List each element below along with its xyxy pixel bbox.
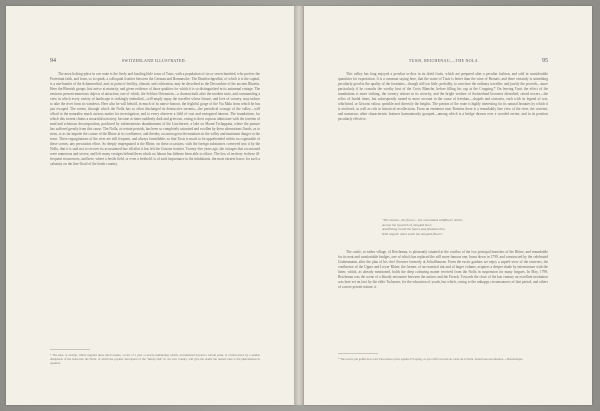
right-body-text-top — [338, 72, 548, 122]
left-footnote-rule — [50, 349, 90, 350]
right-body-paragraph-top: This valley has long enjoyed a peculiar to-dice in its dried fruits, which are prepared after a peculiar fashion, and sold in considerable quantities for exportation. It is a common saying here, that the water of Tusis is better than the wine of Bernais; and there certainly is something peculiarly good in the quality of the fountains—though still too little, probably, to convince the ordinary traveller, and justify the proverb—more particularly if he consults the worthy host of the Croix Blanche, before filling his cup at the Cropping.* On leaving Tusis the effect of the inundations is more striking, the scenery relaxes in its severity, and the bright verdure of Switzerland becomes identified; raised towers—the relics of feudal times, but subsequently turned to more account in the cause of freedom—chapels and oratories, each with its legend of war, whirlwind, or Grisons valour, sprinkle and diversify the heights. The portion of the route is highly interesting for its natural beauties by which it is enclosed, as well as rich in historical recollections. From an eminence near Rotzüns there is a remarkably fine view of the river, the convent, and numerous other characteristic features harmoniously grouped—among which is a bridge thrown over a wooded ravine, and in its position peculiarly effective. — [338, 72, 548, 121]
right-body-paragraph-bottom: The castle, or rather village, of Reichenau, is pleasantly situated at the conflux of the two principal branches of the Rhine, and remarkable for its neat and comfortable bridges, one of which has replaced the still more famous one, burnt down in 1799, and constructed by the celebrated Grubenmann, after the plan of his chef d'oeuvre formerly at Schaffhausen. From the rustic gardens we enjoy a superb view of the environs, the confluence of the Upper and Lower Rhine; the former, of an essential tint and of larger volume, acquires a deeper shade by intermixture with the latter, which, as already mentioned, holds the deep colouring matter received from the Nolla in suspension for many leagues. In May, 1799, Reichenau was the scene of a bloody encounter between the natives and the French. Towards the close of the last century an excellent institution was here set on foot by the elder Tscharner, for the education of youth, but which, owing to the unhappy circumstances of that period, and others of a more private nature, it — [338, 250, 548, 289]
left-body-paragraph: The most bolting-place in our route is the lively and bustling little town of Tusis, with a population of six or seven hundred, who profess the Protestant faith, and form, so to speak, a colloquial frontier between the German and Romansche. The Domleschgerthal, of which it is the capital, is a one-hamlet of the Schamserthal, and, in point of fertility, climate, and cultivation, may be described as the Devonshire of the ancient Rhaetia. Here the Rhenish groups first arrive at maturity, and given evidence of those qualities for which it is so distinguished in its autumnal vintage. The environs present numerous objects of attraction, one of which, the Schloss-Ortenstein—a chateau built after the modern taste, and commanding a view in which every variety of landscape is strikingly embodied—will amply repay the traveller whose leisure, and love of scenery, may induce to take the river from its windows. Here also he will behold, in much of its native honour, the frightful gorge of the Via Mala from which he has just escaped. The ravine, through which the Nolla has so often discharged its destructive torrents—the periodical scourge of the valley—will afford to the naturalist much curious matter for investigation, and to every observer a field of vast and variegated interest. The inundations, for which this torrent claims a mournful notoriety, become at times suddenly dark and grievous, owing to their copious admixture with the torrents of mud and schistous decomposition, produced by subterraneous abandonment of the Lüscherzee, a lake on Mount Tschappina, where the pasture has suffered greatly from this cause. The Nolla, at certain periods, has been so completely saturated and swollen by these alternations floods, as to stem, or as far impede the course of the Rhine at its confluence, and thereby occasion great devastations in the valley and imminent danger to the town. These regurgitations of the river are still frequent, and always formidable; so that Tusis is much to be apprehended within no cognizable of these scenes, any precaution effort. So deeply impregnated is the Rhine, on these occasions, with the foreign substances conveyed into it by the Nolla, that it is said not to recover its accustomed hue till after it has left the Grisons frontier. Twenty-five years ago, the cottages that occasioned were numerous and severe, and left many vestiges behind them which no labour has hitherto been able to efface. The loss of territory in these ill-frequent recurrences; and here, where a fertile field, or even a freehold, is of such importance to the inhabitants, the most earnest havoc for such a calamity on the fine-flood of the heath country. — [50, 72, 260, 166]
right-running-header — [338, 58, 548, 64]
left-page-number: 94 — [50, 58, 56, 64]
right-footnote-rule — [338, 353, 378, 354]
left-footnote: * The lake, or swamp, which supplies these mud torrents, covers of a peat or newly-summering, which, accumulated beyond a certain point, is carried down by a sudden dissipation of the basin into the Nolla, of which the popular description of the "skinny-fish" in our own country, will give the reader the nearest idea to the phenomenon in question. — [50, 353, 260, 366]
left-body-text — [50, 72, 260, 167]
left-running-head: SWITZERLAND ILLUSTRATED. — [121, 58, 187, 63]
right-poem-quote: "The stream—the flower—the unwreaked wildflower shrine Across the hyacinth of mingled hues; And flitting round the fames and phantom line, With angelic notes smell the mingled flower." — [382, 218, 463, 236]
right-page-number: 95 — [542, 58, 548, 64]
right-body-text-bottom — [338, 250, 548, 290]
right-page — [304, 6, 592, 405]
gutter — [294, 6, 304, 405]
right-running-head: TUSIS, REICHENAU,—THE NOLA. — [408, 58, 480, 63]
left-page — [6, 6, 294, 405]
right-footnote: * The source put gulliti de le tour d'un ruisses qu'on appelle l'Crapang, ce qui s'offre un bain de corde de la Nolla, ilonnit une eau détestue.—Bourbaraque. — [338, 357, 524, 361]
left-running-header — [50, 58, 260, 64]
